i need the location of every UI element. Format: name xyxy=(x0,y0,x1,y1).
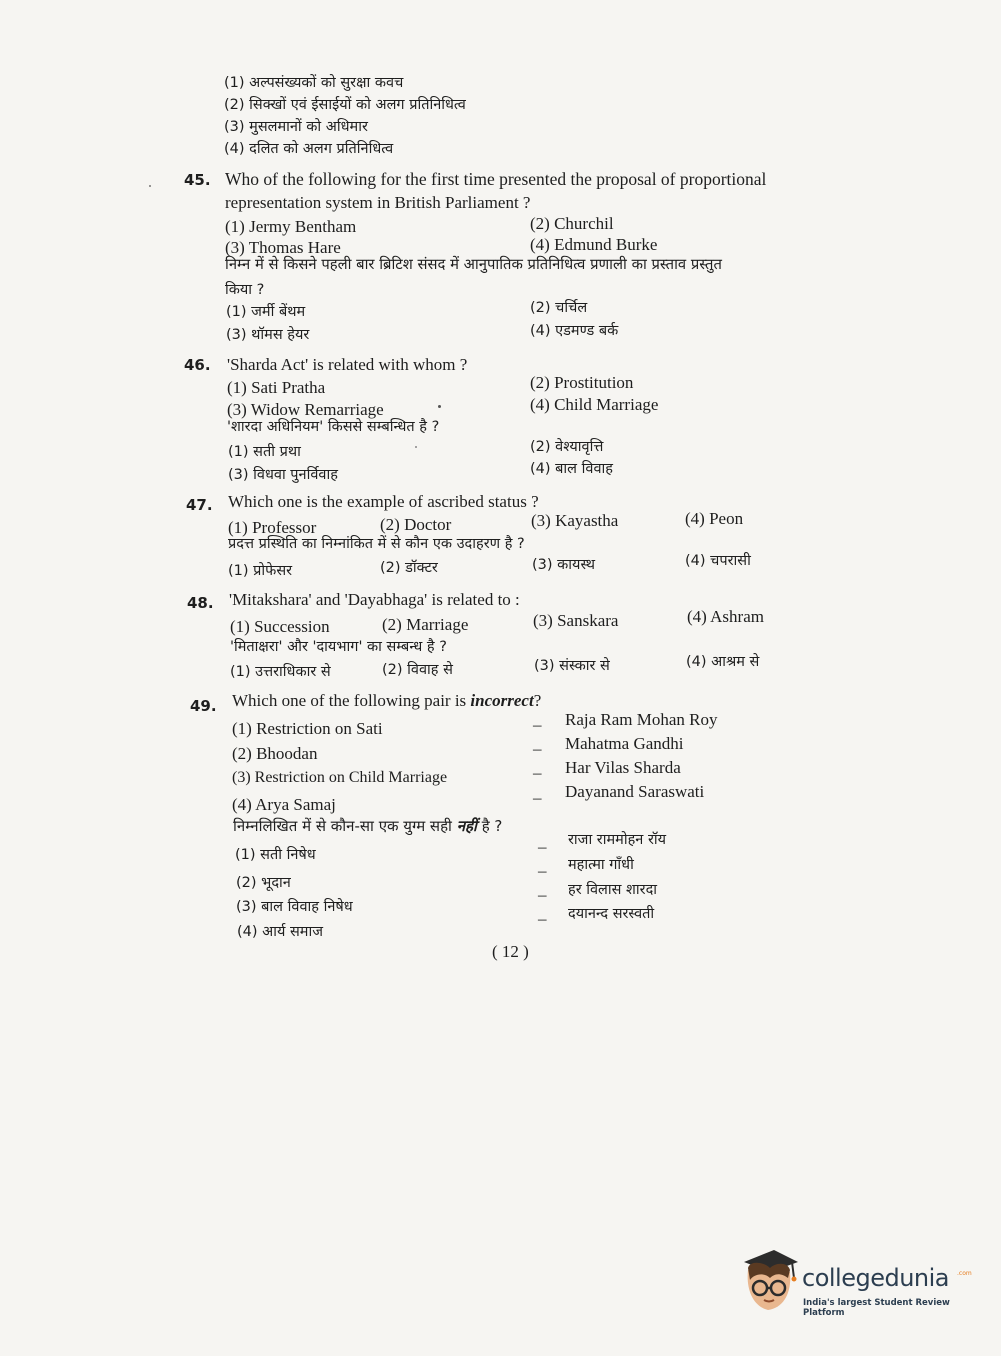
q45-option-4: (4) Edmund Burke xyxy=(530,235,658,254)
q45-text-hi-line1: निम्न में से किसने पहली बार ब्रिटिश संसद में आनुपातिक प्रतिनिधित्व प्रणाली का प्रस्ताव प्रस्तुत xyxy=(225,256,722,273)
q49-text-hi-prefix: निम्नलिखित में से कौन-सा एक युग्म सही xyxy=(233,817,452,835)
logo-brand: collegedunia xyxy=(802,1264,950,1292)
q46-option-1: (1) Sati Pratha xyxy=(227,378,326,397)
q49-text-suffix: ? xyxy=(533,691,542,710)
logo-tagline: India's largest Student Review Platform xyxy=(803,1298,950,1318)
q48-option-1-hi: (1) उत्तराधिकार से xyxy=(230,664,331,680)
q47-number: 47. xyxy=(186,496,213,514)
q49-text xyxy=(232,692,541,709)
q49-pair-left-1: (1) Restriction on Sati xyxy=(232,719,383,738)
prev-option-3-hi: (3) मुसलमानों को अधिमार xyxy=(224,119,368,135)
scan-speck xyxy=(149,185,151,187)
q49-pair-left-3-hi: (3) बाल विवाह निषेध xyxy=(236,899,353,915)
q47-option-4-hi: (4) चपरासी xyxy=(685,553,751,569)
q49-pair-right-3: Har Vilas Sharda xyxy=(565,758,681,777)
q49-text-hi-emph: नहीं xyxy=(456,817,477,835)
q49-number: 49. xyxy=(190,697,217,715)
q45-option-1: (1) Jermy Bentham xyxy=(225,217,357,236)
scan-speck xyxy=(415,446,417,448)
logo-domain: .com xyxy=(957,1270,972,1277)
q48-option-2-hi: (2) विवाह से xyxy=(382,662,453,678)
q48-number: 48. xyxy=(187,594,214,612)
q45-text-line1: Who of the following for the first time presented the proposal of proportional xyxy=(225,169,767,189)
q49-text-hi xyxy=(233,819,502,834)
q48-option-2: (2) Marriage xyxy=(382,615,469,634)
q48-option-1: (1) Succession xyxy=(230,617,330,636)
prev-option-1-hi: (1) अल्पसंख्यकों को सुरक्षा कवच xyxy=(224,75,404,91)
prev-option-2-hi: (2) सिक्खों एवं ईसाईयों को अलग प्रतिनिधित्व xyxy=(224,97,466,113)
q48-option-3: (3) Sanskara xyxy=(533,611,619,630)
q49-pair-left-4: (4) Arya Samaj xyxy=(232,795,336,814)
q49-dash-1-hi: – xyxy=(538,837,547,856)
q47-option-3-hi: (3) कायस्थ xyxy=(532,557,596,573)
page-number: ( 12 ) xyxy=(492,942,529,961)
q49-pair-right-1: Raja Ram Mohan Roy xyxy=(565,710,718,729)
q49-pair-left-2: (2) Bhoodan xyxy=(232,744,318,763)
q49-pair-right-2-hi: महात्मा गाँधी xyxy=(568,857,634,873)
q47-option-1: (1) Professor xyxy=(228,518,317,537)
q46-number: 46. xyxy=(184,356,211,374)
q49-pair-left-3: (3) Restriction on Child Marriage xyxy=(232,769,448,786)
q49-dash-2-hi: – xyxy=(538,861,547,880)
q46-option-3-hi: (3) विधवा पुनर्विवाह xyxy=(228,467,338,483)
q45-text-hi-line2: किया ? xyxy=(225,282,265,298)
q49-dash-4-hi: – xyxy=(538,909,547,928)
q48-option-4: (4) Ashram xyxy=(687,607,764,626)
q49-dash-3: – xyxy=(533,763,542,782)
q45-option-3-hi: (3) थॉमस हेयर xyxy=(226,327,310,343)
q46-option-3: (3) Widow Remarriage xyxy=(227,400,384,419)
q47-option-4: (4) Peon xyxy=(685,509,744,528)
q49-dash-4: – xyxy=(533,788,542,807)
q49-text-hi-suffix: है ? xyxy=(481,817,503,835)
q47-text-hi: प्रदत्त प्रस्थिति का निम्नांकित में से कौन एक उदाहरण है ? xyxy=(228,536,525,552)
q49-text-emph: incorrect xyxy=(470,691,534,710)
q46-option-1-hi: (1) सती प्रथा xyxy=(228,444,301,460)
q45-text-line2: representation system in British Parliament ? xyxy=(225,193,531,212)
q45-option-2: (2) Churchil xyxy=(530,214,614,233)
q45-number: 45. xyxy=(184,171,211,189)
q45-option-2-hi: (2) चर्चिल xyxy=(530,300,588,316)
q49-text-prefix: Which one of the following pair is xyxy=(232,691,467,710)
q49-dash-2: – xyxy=(533,739,542,758)
q49-dash-3-hi: – xyxy=(538,885,547,904)
q46-text: 'Sharda Act' is related with whom ? xyxy=(227,355,468,374)
q49-pair-left-2-hi: (2) भूदान xyxy=(236,875,291,891)
mascot-icon xyxy=(740,1248,800,1314)
q47-option-3: (3) Kayastha xyxy=(531,511,619,530)
q47-option-1-hi: (1) प्रोफेसर xyxy=(228,563,293,579)
q46-text-hi: 'शारदा अधिनियम' किससे सम्बन्धित है ? xyxy=(227,419,440,435)
scan-speck xyxy=(438,405,441,408)
q46-option-4: (4) Child Marriage xyxy=(530,395,659,414)
q49-pair-right-4-hi: दयानन्द सरस्वती xyxy=(568,906,655,922)
q45-option-1-hi: (1) जर्मी बेंथम xyxy=(226,304,306,320)
q45-option-4-hi: (4) एडमण्ड बर्क xyxy=(530,323,619,339)
collegedunia-logo xyxy=(740,1248,970,1318)
prev-option-4-hi: (4) दलित को अलग प्रतिनिधित्व xyxy=(224,141,394,157)
q49-pair-right-3-hi: हर विलास शारदा xyxy=(568,882,658,898)
q49-dash-1: – xyxy=(533,715,542,734)
q47-option-2: (2) Doctor xyxy=(380,515,452,534)
q49-pair-left-1-hi: (1) सती निषेध xyxy=(235,847,316,863)
q45-option-3: (3) Thomas Hare xyxy=(225,238,341,257)
q48-text-hi: 'मिताक्षरा' और 'दायभाग' का सम्बन्ध है ? xyxy=(230,639,447,655)
q47-option-2-hi: (2) डॉक्टर xyxy=(380,560,438,576)
q49-pair-left-4-hi: (4) आर्य समाज xyxy=(237,924,323,940)
q48-text: 'Mitakshara' and 'Dayabhaga' is related to : xyxy=(229,590,520,609)
q46-option-2-hi: (2) वेश्यावृत्ति xyxy=(530,439,604,455)
q49-pair-right-1-hi: राजा राममोहन रॉय xyxy=(568,832,667,848)
q49-pair-right-2: Mahatma Gandhi xyxy=(565,734,684,753)
q48-option-4-hi: (4) आश्रम से xyxy=(686,654,760,670)
q49-pair-right-4: Dayanand Saraswati xyxy=(565,782,705,801)
q48-option-3-hi: (3) संस्कार से xyxy=(534,658,610,674)
q47-text: Which one is the example of ascribed status ? xyxy=(228,492,539,511)
q46-option-2: (2) Prostitution xyxy=(530,373,634,392)
q46-option-4-hi: (4) बाल विवाह xyxy=(530,461,613,477)
